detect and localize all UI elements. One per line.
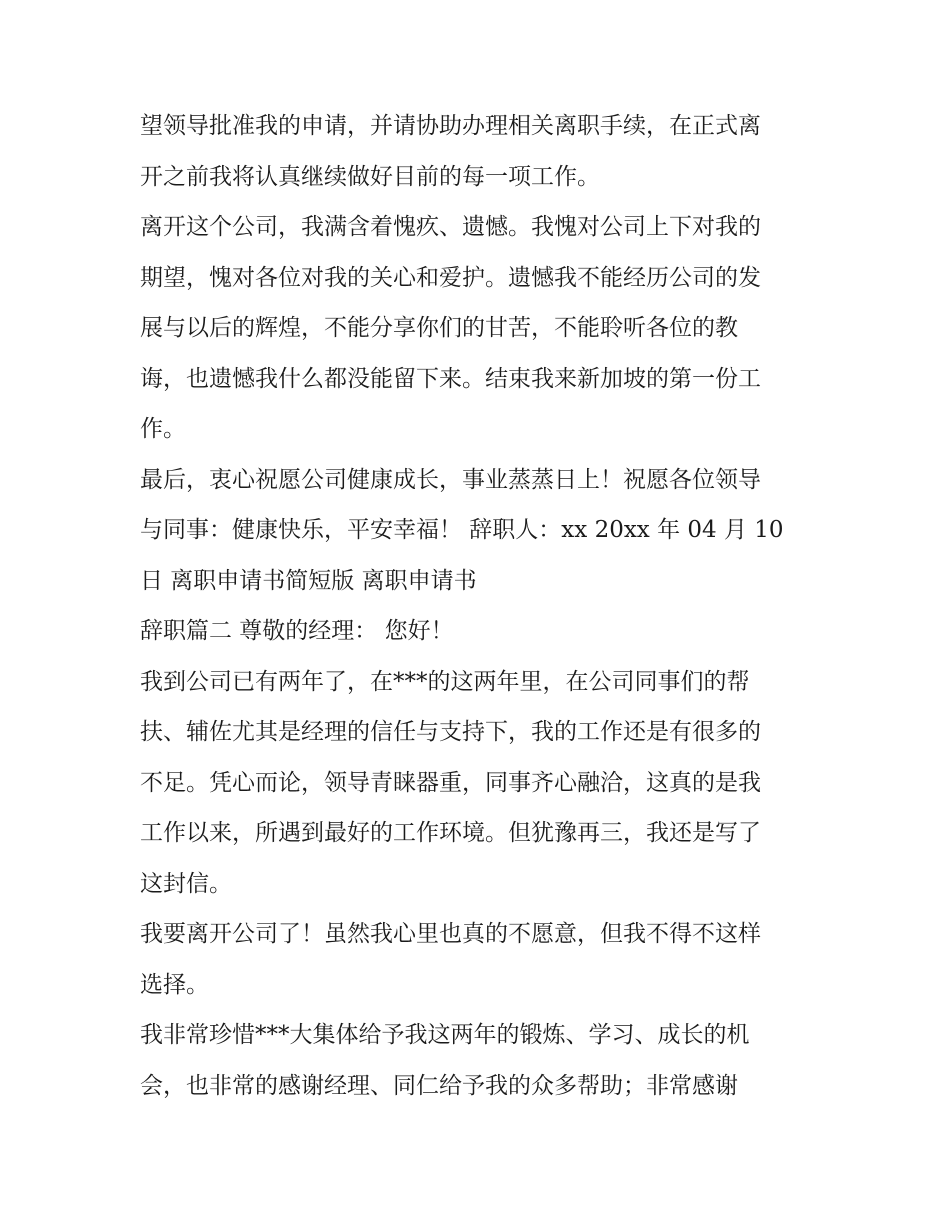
text-line: 选择。 bbox=[140, 971, 209, 998]
text-line: 会，也非常的感谢经理、同仁给予我的众多帮助；非常感谢 bbox=[140, 1072, 738, 1099]
text-line: 扶、辅佐尤其是经理的信任与支持下，我的工作还是有很多的 bbox=[140, 719, 761, 745]
text-line: 不足。凭心而论，领导青睐器重，同事齐心融洽，这真的是我 bbox=[140, 769, 761, 796]
text-line: 我到公司已有两年了，在***的这两年里，在公司同事们的帮 bbox=[140, 668, 750, 695]
text-line: 与同事：健康快乐，平安幸福！ 辞职人：xx 20xx 年 04 月 10 bbox=[140, 517, 784, 543]
text-line: 这封信。 bbox=[140, 870, 232, 897]
text-line: 期望，愧对各位对我的关心和爱护。遗憾我不能经历公司的发 bbox=[140, 264, 761, 291]
text-line: 我要离开公司了！虽然我心里也真的不愿意，但我不得不这样 bbox=[140, 921, 761, 947]
text-line: 离开这个公司，我满含着愧疚、遗憾。我愧对公司上下对我的 bbox=[140, 214, 761, 240]
text-line: 作。 bbox=[140, 416, 186, 442]
document-body bbox=[140, 101, 820, 1111]
text-line: 辞职篇二 尊敬的经理： 您好！ bbox=[140, 618, 454, 644]
text-line: 望领导批准我的申请，并请协助办理相关离职手续，在正式离 bbox=[140, 113, 761, 139]
text-line: 工作以来，所遇到最好的工作环境。但犹豫再三，我还是写了 bbox=[140, 820, 761, 846]
text-line: 诲，也遗憾我什么都没能留下来。结束我来新加坡的第一份工 bbox=[140, 365, 761, 392]
text-line: 日 离职申请书简短版 离职申请书 bbox=[140, 567, 477, 594]
text-line: 最后，衷心祝愿公司健康成长，事业蒸蒸日上！祝愿各位领导 bbox=[140, 466, 761, 493]
text-line: 开之前我将认真继续做好目前的每一项工作。 bbox=[140, 163, 600, 190]
text-line: 我非常珍惜***大集体给予我这两年的锻炼、学习、成长的机 bbox=[140, 1022, 750, 1048]
text-line: 展与以后的辉煌，不能分享你们的甘苦，不能聆听各位的教 bbox=[140, 315, 738, 341]
